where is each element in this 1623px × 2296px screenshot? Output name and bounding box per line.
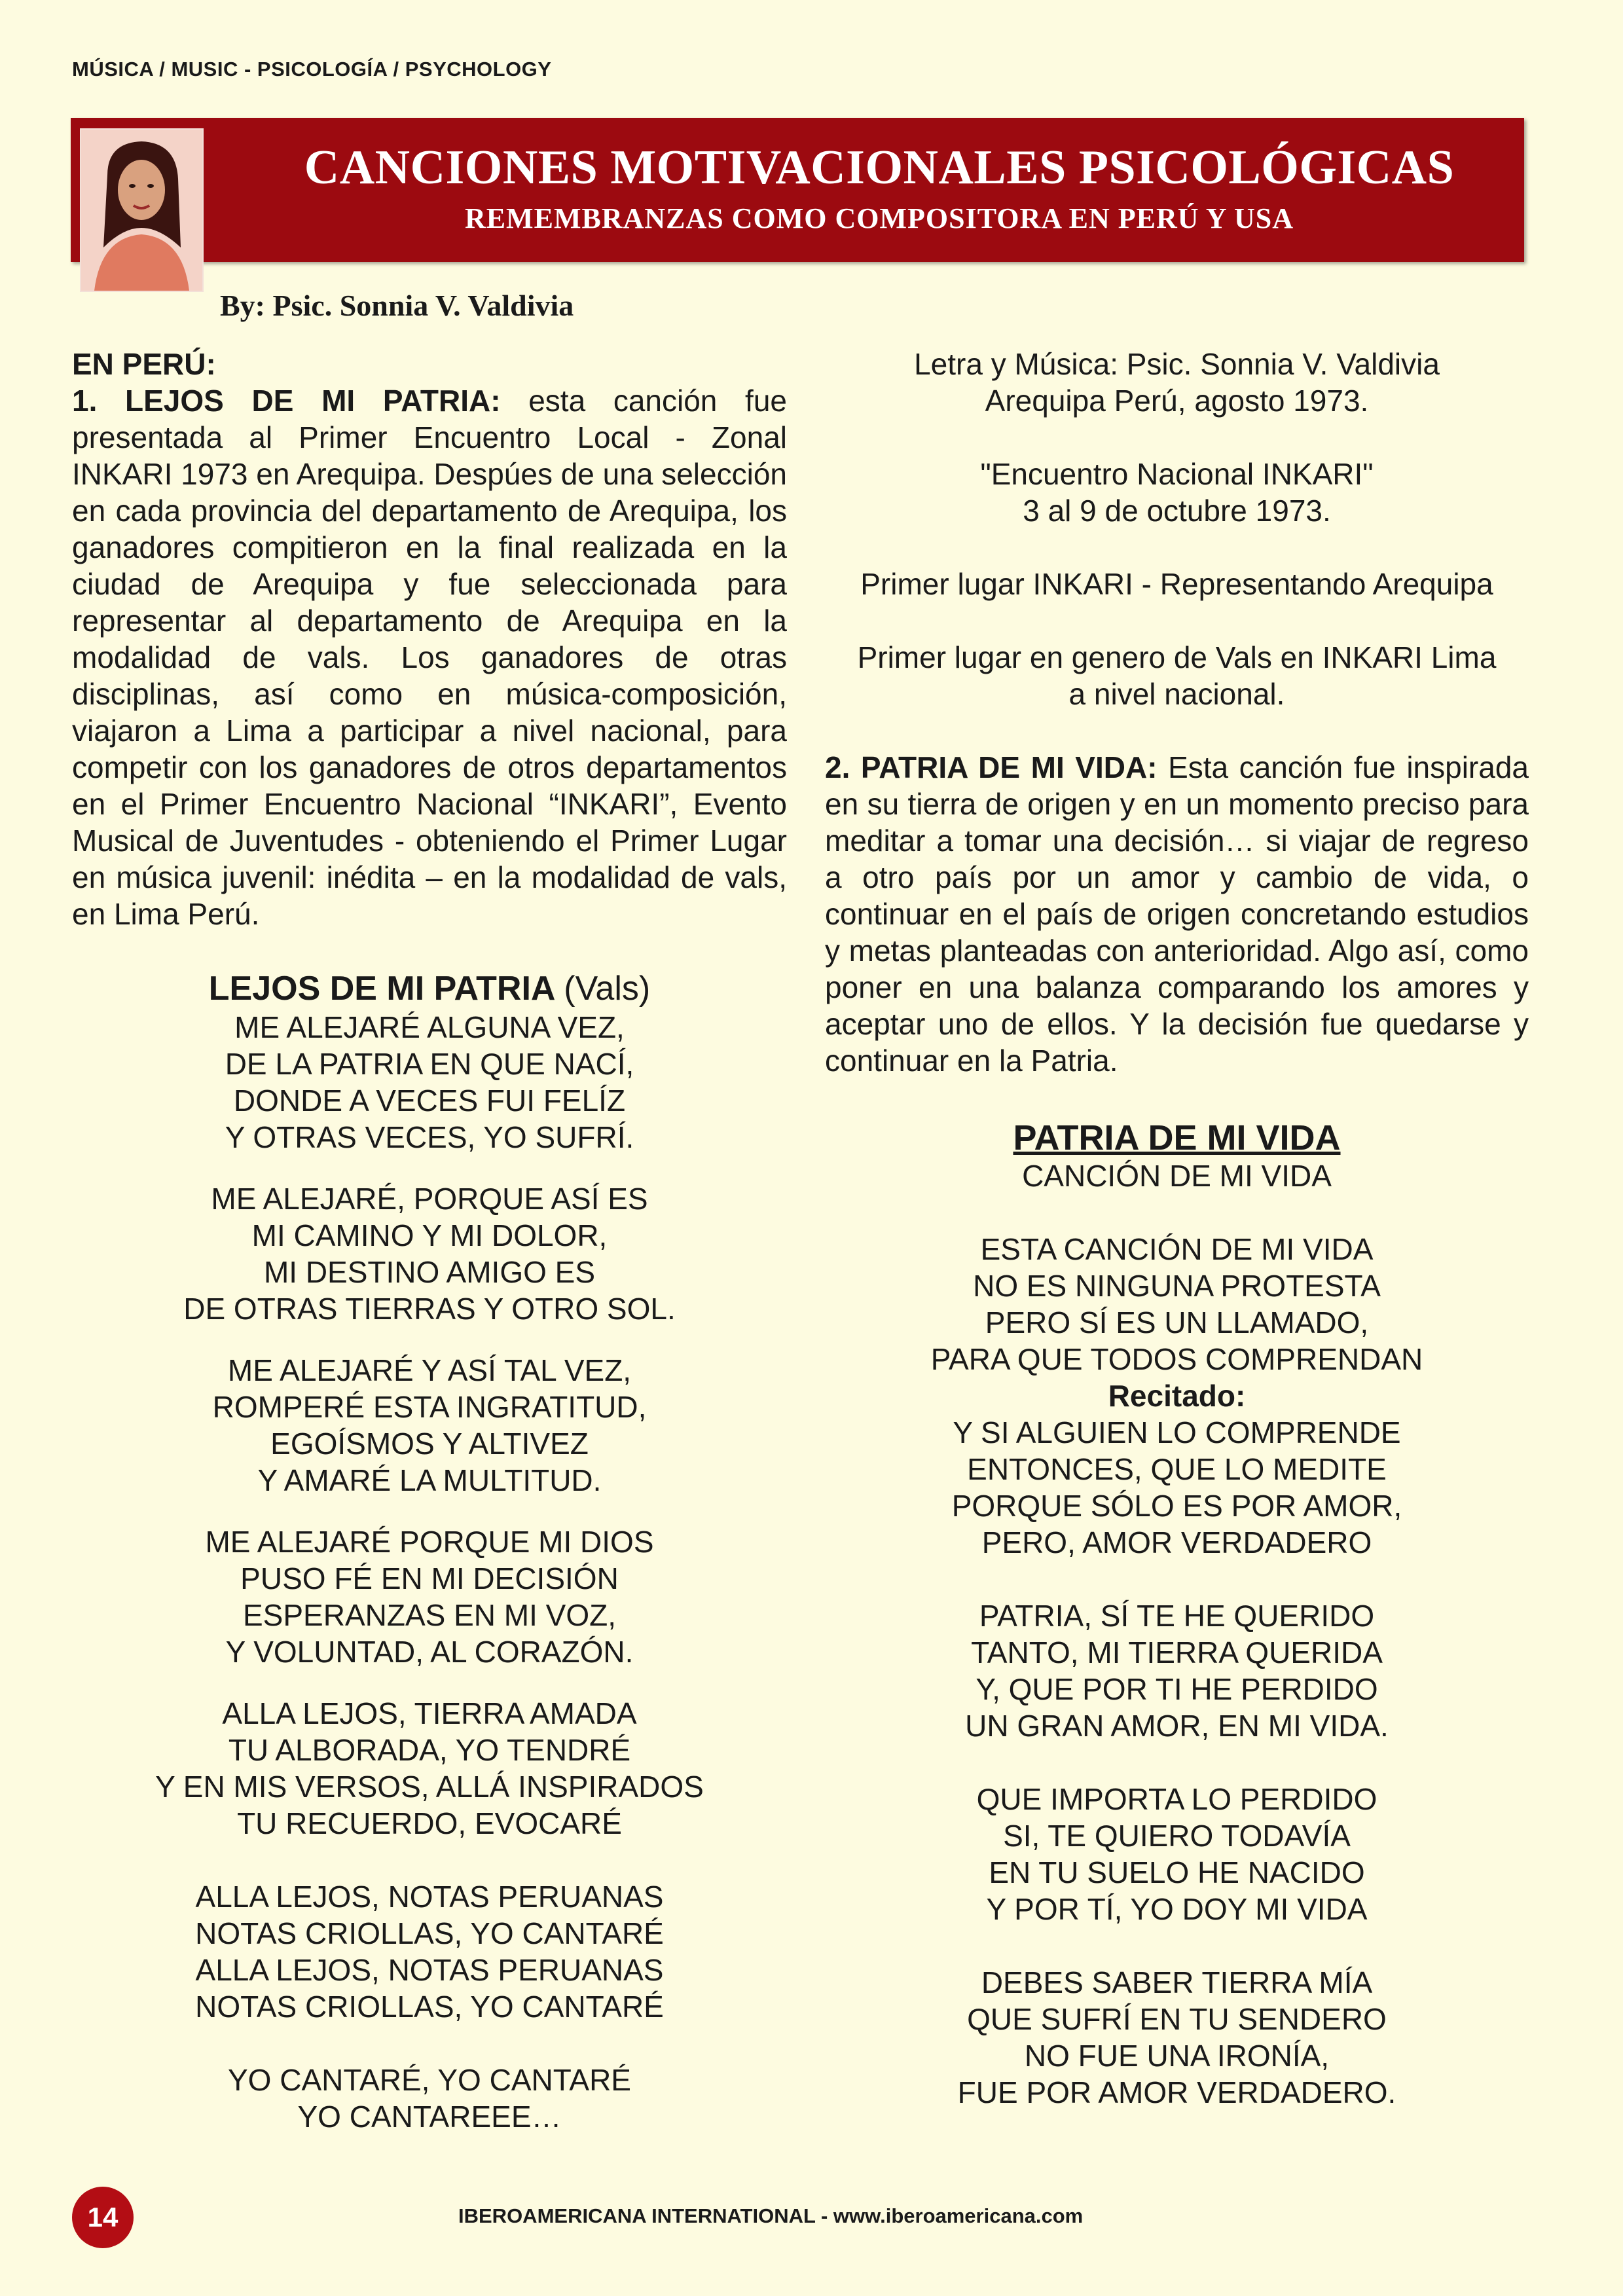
song1-stanza: ALLA LEJOS, TIERRA AMADA TU ALBORADA, YO TENDRÉ Y EN MIS VERSOS, ALLÁ INSPIRADOS TU RECUERDO, EVOCARÉ bbox=[155, 1696, 704, 1840]
item2-number: 2 bbox=[825, 750, 842, 784]
article-subtitle: REMEMBRANZAS COMO COMPOSITORA EN PERÚ Y USA bbox=[464, 202, 1294, 234]
song2-subtitle: CANCIÓN DE MI VIDA bbox=[1022, 1159, 1332, 1193]
item1-paragraph bbox=[72, 382, 787, 932]
song1-stanza: ME ALEJARÉ PORQUE MI DIOS PUSO FÉ EN MI DECISIÓN ESPERANZAS EN MI VOZ, Y VOLUNTAD, AL CORAZÓN. bbox=[205, 1525, 654, 1669]
author-photo bbox=[80, 128, 204, 292]
item2-text: Esta canción fue inspirada en su tierra de origen y en un momento preciso para meditar a tomar una decisión… si viajar de regreso a otro país por un amor y cambio de vida, o continuar en el país de origen concretando estudios y metas planteadas con anterioridad. Algo así, como poner en una balanza comparando los amores y aceptar uno de ellos. Y la decisión fue quedarse y continuar en la Patria. bbox=[825, 750, 1529, 1078]
item2-paragraph bbox=[825, 749, 1529, 1079]
section-heading: EN PERÚ: bbox=[72, 347, 216, 381]
song2-stanza: DEBES SABER TIERRA MÍA QUE SUFRÍ EN TU SENDERO NO FUE UNA IRONÍA, FUE POR AMOR VERDADERO. bbox=[957, 1965, 1396, 2109]
song1-stanza: ME ALEJARÉ Y ASÍ TAL VEZ, ROMPERÉ ESTA INGRATITUD, EGOÍSMOS Y ALTIVEZ Y AMARÉ LA MULTITUD. bbox=[212, 1353, 647, 1497]
song1-heading bbox=[72, 969, 787, 1009]
item1-label: 1. LEJOS DE MI PATRIA: bbox=[72, 384, 501, 418]
section-tag: MÚSICA / MUSIC - PSICOLOGÍA / PSYCHOLOGY bbox=[72, 58, 552, 81]
song2-stanza: PATRIA, SÍ TE HE QUERIDO TANTO, MI TIERRA QUERIDA Y, QUE POR TI HE PERDIDO UN GRAN AMOR, EN MI VIDA. bbox=[965, 1599, 1389, 1743]
recitado-label: Recitado: bbox=[1108, 1379, 1246, 1413]
left-column bbox=[72, 346, 787, 2135]
item1-text: esta canción fue presentada al Primer Encuentro Local - Zonal INKARI 1973 en Arequipa. Despúes de una selección en cada provincia del departamento de Arequipa, los ganadores compitieron en la final realizada en la ciudad de Arequipa y fue seleccionada para representar al departamento de Arequipa en la modalidad de vals. Los ganadores de otras disciplinas, así como en música-composición, viajaron a Lima a participar a nivel nacional, para competir con los ganadores de otros departamentos en el Primer Encuentro Nacional “INKARI”, Evento Musical de Juventudes - obteniendo el Primer Lugar en música juvenil: inédita – en la modalidad de vals, en Lima Perú. bbox=[72, 384, 787, 931]
right-column bbox=[825, 346, 1529, 2111]
song2-heading bbox=[825, 1118, 1529, 1194]
song1-stanza: ME ALEJARÉ ALGUNA VEZ, DE LA PATRIA EN QUE NACÍ, DONDE A VECES FUI FELÍZ Y OTRAS VECES, YO SUFRÍ. bbox=[225, 1010, 634, 1154]
song1-note: (Vals) bbox=[564, 970, 651, 1008]
credits-block: Letra y Música: Psic. Sonnia V. Valdivia Arequipa Perú, agosto 1973. "Encuentro Nacional INKARI" 3 al 9 de octubre 1973. Primer lugar INKARI - Representando Arequipa Primer lugar en genero de Vals en INKARI Lima a nivel nacional. bbox=[857, 347, 1497, 711]
song1-stanza: ALLA LEJOS, NOTAS PERUANAS NOTAS CRIOLLAS, YO CANTARÉ ALLA LEJOS, NOTAS PERUANAS NOTAS CRIOLLAS, YO CANTARÉ bbox=[195, 1880, 664, 2024]
song1-title: LEJOS DE MI PATRIA bbox=[208, 970, 556, 1008]
song2-title: PATRIA DE MI VIDA bbox=[1013, 1118, 1341, 1157]
song1-stanza: YO CANTARÉ, YO CANTARÉ YO CANTAREEE… bbox=[228, 2063, 631, 2134]
title-banner bbox=[71, 118, 1524, 262]
article-title: CANCIONES MOTIVACIONALES PSICOLÓGICAS bbox=[304, 141, 1455, 194]
byline: By: Psic. Sonnia V. Valdivia bbox=[220, 289, 574, 322]
song2-stanza: ESTA CANCIÓN DE MI VIDA NO ES NINGUNA PROTESTA PERO SÍ ES UN LLAMADO, PARA QUE TODOS COMPRENDAN Recitado: Y SI ALGUIEN LO COMPRENDE ENTONCES, QUE LO MEDITE PORQUE SÓLO ES POR AMOR, PERO, AMOR VERDADERO bbox=[825, 1231, 1529, 1561]
item2-label: . PATRIA DE MI VIDA: bbox=[841, 750, 1158, 784]
song1-stanza: ME ALEJARÉ, PORQUE ASÍ ES MI CAMINO Y MI DOLOR, MI DESTINO AMIGO ES DE OTRAS TIERRAS Y OTRO SOL. bbox=[183, 1182, 676, 1326]
page-number: 14 bbox=[72, 2187, 134, 2248]
footer-text: IBEROAMERICANA INTERNATIONAL - www.iberoamericana.com bbox=[458, 2204, 1084, 2227]
song2-stanza: QUE IMPORTA LO PERDIDO SI, TE QUIERO TODAVÍA EN TU SUELO HE NACIDO Y POR TÍ, YO DOY MI VIDA bbox=[976, 1782, 1377, 1926]
